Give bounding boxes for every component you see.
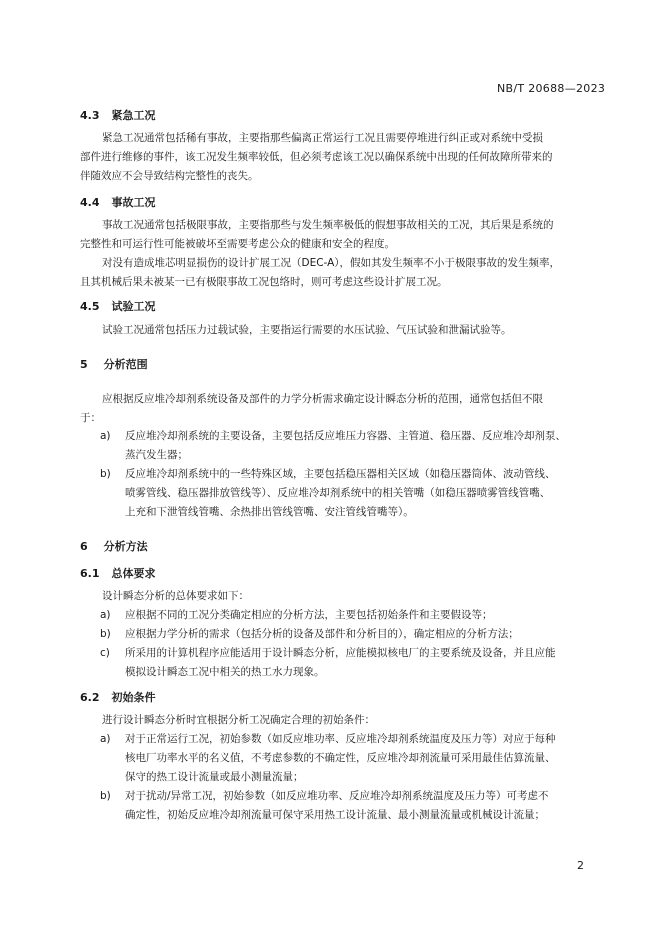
section-number: 6 — [80, 540, 88, 553]
paragraph-line: 紧急工况通常包括稀有事故，主要指那些偏离正常运行工况且需要停堆进行纠正或对系统中受损 — [102, 132, 543, 144]
list-item-line: 确定性，初始反应堆冷却剂流量可保守采用热工设计流量、最小测量流量或机械设计流量； — [125, 809, 545, 821]
paragraph-line: 设计瞬态分析的总体要求如下： — [102, 590, 249, 602]
section-number: 4.5 — [80, 300, 100, 313]
paragraph-line: 且其机械后果未被某一已有极限事故工况包络时，则可考虑这些设计扩展工况。 — [80, 276, 448, 288]
paragraph-line: 部件进行维修的事件，该工况发生频率较低，但必须考虑该工况以确保系统中出现的任何故障所带来的 — [80, 151, 553, 163]
section-6-heading — [80, 538, 148, 554]
paragraph-line: 应根据反应堆冷却剂系统设备及部件的力学分析需求确定设计瞬态分析的范围，通常包括但不限 — [102, 393, 543, 405]
list-marker: c) — [100, 647, 110, 659]
section-4-5-heading — [80, 298, 156, 314]
section-6-1-heading — [80, 565, 156, 581]
list-item-line: 对于扰动/异常工况，初始参数（如反应堆功率、反应堆冷却剂系统温度及压力等）可考虑不 — [125, 790, 549, 802]
section-title: 分析方法 — [103, 540, 148, 553]
section-title: 事故工况 — [111, 196, 156, 209]
section-title: 试验工况 — [111, 300, 156, 313]
section-4-3-heading — [80, 107, 156, 123]
section-number: 4.3 — [80, 109, 100, 122]
section-4-4-heading — [80, 194, 156, 210]
paragraph-line: 进行设计瞬态分析时宜根据分析工况确定合理的初始条件： — [102, 714, 375, 726]
section-title: 初始条件 — [111, 691, 156, 704]
section-number: 4.4 — [80, 196, 100, 209]
list-item-line: 喷雾管线、稳压器排放管线等）、反应堆冷却剂系统中的相关管嘴（如稳压器喷雾管线管嘴、 — [125, 487, 551, 499]
paragraph-line: 事故工况通常包括极限事故，主要指那些与发生频率极低的假想事故相关的工况，其后果是系统的 — [102, 219, 554, 231]
list-item-line: 模拟设计瞬态工况中相关的热工水力现象。 — [125, 666, 325, 678]
list-item-line: 蒸汽发生器； — [125, 449, 188, 461]
standard-number: NB/T 20688—2023 — [497, 82, 606, 95]
list-item-line: 上充和下泄管线管嘴、余热排出管线管嘴、安注管线管嘴等）。 — [125, 506, 414, 518]
paragraph-line: 对没有造成堆芯明显损伤的设计扩展工况（DEC-A），假如其发生频率不小于极限事故的发生频率， — [102, 257, 561, 269]
list-item-line: 所采用的计算机程序应能适用于设计瞬态分析，应能模拟核电厂的主要系统及设备，并且应能 — [125, 647, 556, 659]
list-item-line: 应根据不同的工况分类确定相应的分析方法，主要包括初始条件和主要假设等； — [125, 609, 493, 621]
section-5-heading — [80, 356, 148, 372]
paragraph-line: 于： — [80, 412, 101, 424]
list-item-line: 反应堆冷却剂系统的主要设备，主要包括反应堆压力容器、主管道、稳压器、反应堆冷却剂泵、 — [125, 430, 566, 442]
paragraph-line: 完整性和可运行性可能被破坏至需要考虑公众的健康和安全的程度。 — [80, 238, 395, 250]
section-title: 总体要求 — [111, 567, 156, 580]
section-6-2-heading — [80, 689, 156, 705]
list-marker: a) — [100, 430, 111, 442]
section-number: 5 — [80, 358, 88, 371]
section-number: 6.2 — [80, 691, 100, 704]
list-item-line: 对于正常运行工况，初始参数（如反应堆功率、反应堆冷却剂系统温度及压力等）对应于每种 — [125, 733, 556, 745]
section-title: 分析范围 — [103, 358, 148, 371]
list-item-line: 核电厂功率水平的名义值，不考虑参数的不确定性，反应堆冷却剂流量可采用最佳估算流量、 — [125, 752, 556, 764]
list-marker: b) — [100, 468, 111, 480]
list-item-line: 保守的热工设计流量或最小测量流量； — [125, 771, 304, 783]
list-item-line: 反应堆冷却剂系统中的一些特殊区域，主要包括稳压器相关区域（如稳压器筒体、波动管线、 — [125, 468, 556, 480]
section-number: 6.1 — [80, 567, 100, 580]
paragraph-line: 试验工况通常包括压力过载试验，主要指运行需要的水压试验、气压试验和泄漏试验等。 — [102, 324, 512, 336]
list-marker: b) — [100, 790, 111, 802]
list-marker: a) — [100, 733, 111, 745]
list-marker: b) — [100, 628, 111, 640]
list-marker: a) — [100, 609, 111, 621]
page-number: 2 — [577, 859, 584, 872]
section-title: 紧急工况 — [111, 109, 156, 122]
paragraph-line: 伴随效应不会导致结构完整性的丧失。 — [80, 170, 259, 182]
list-item-line: 应根据力学分析的需求（包括分析的设备及部件和分析目的），确定相应的分析方法； — [125, 628, 519, 640]
